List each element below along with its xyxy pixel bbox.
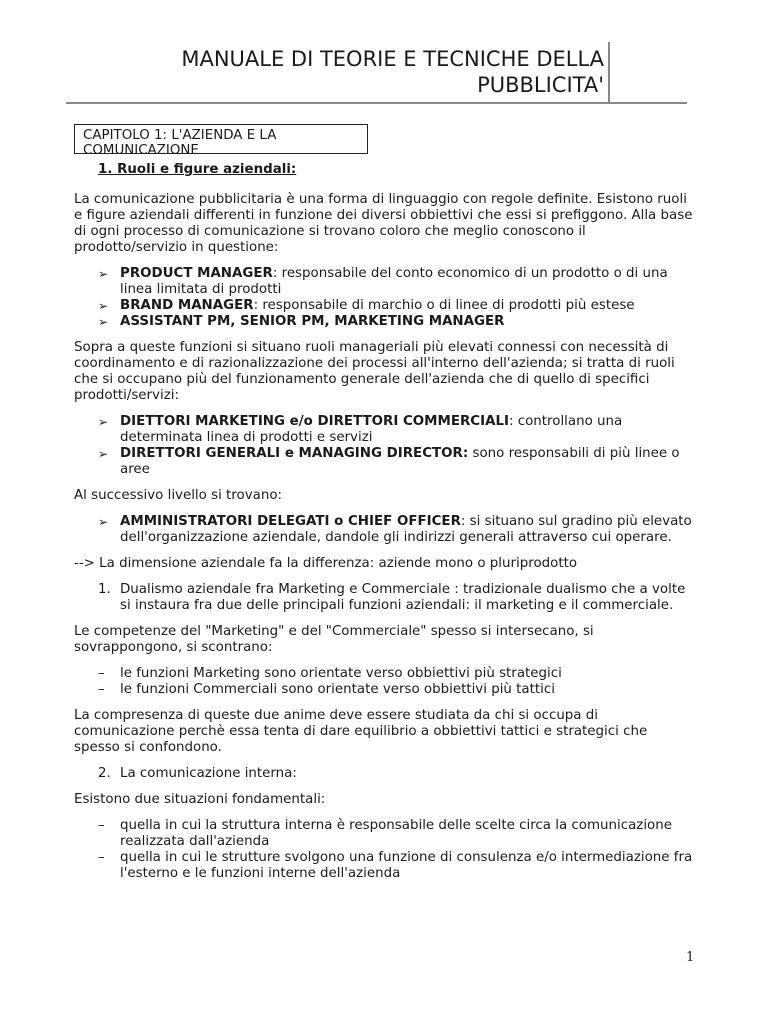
document-body	[74, 192, 694, 892]
paragraph: La comunicazione pubblicitaria è una forma di linguaggio con regole definite. Esistono ruoli e figure aziendali differenti in funzione dei diversi obbiettivi che essi si prefiggono. Alla base di ogni processo di comunicazione si trovano coloro che meglio conoscono il prodotto/servizio in questione:	[74, 192, 693, 255]
list-item: ➢ PRODUCT MANAGER: responsabile del conto economico di un prodotto o di una linea limitata di prodotti	[98, 266, 668, 297]
list-item: ➢ BRAND MANAGER: responsabile di marchio o di linee di prodotti più estese	[98, 298, 635, 313]
arrow-bullet-icon: ➢	[98, 315, 109, 329]
chapter-title: CAPITOLO 1: L'AZIENDA E LA COMUNICAZIONE	[83, 128, 277, 154]
dash-list	[74, 666, 694, 698]
paragraph: --> La dimensione aziendale fa la differenza: aziende mono o pluriprodotto	[74, 556, 578, 571]
header-divider	[66, 102, 687, 104]
numbered-list	[74, 766, 694, 782]
numbered-list	[74, 582, 694, 614]
arrow-bullet-icon: ➢	[98, 299, 109, 313]
list-item: ➢ ASSISTANT PM, SENIOR PM, MARKETING MANAGER	[98, 314, 505, 329]
bullet-list	[74, 514, 694, 546]
list-item: 1. Dualismo aziendale fra Marketing e Commerciale : tradizionale dualismo che a volte si instaura fra due delle principali funzioni aziendali: il marketing e il commerciale.	[98, 582, 686, 613]
arrow-bullet-icon: ➢	[98, 267, 109, 281]
document-title: MANUALE DI TEORIE E TECNICHE DELLA PUBBLICITA'	[181, 47, 604, 97]
list-number: 2.	[98, 766, 111, 781]
dash-bullet-icon: –	[98, 666, 105, 681]
list-item: – le funzioni Marketing sono orientate verso obbiettivi più strategici	[98, 666, 562, 681]
header-vertical-divider	[608, 42, 610, 103]
arrow-bullet-icon: ➢	[98, 447, 109, 461]
list-item: – le funzioni Commerciali sono orientate verso obbiettivi più tattici	[98, 682, 555, 697]
section-heading: 1. Ruoli e figure aziendali:	[98, 162, 297, 177]
list-item: ➢ DIETTORI MARKETING e/o DIRETTORI COMMERCIALI: controllano una determinata linea di prodotti e servizi	[98, 414, 623, 445]
paragraph: Esistono due situazioni fondamentali:	[74, 792, 326, 807]
paragraph: Al successivo livello si trovano:	[74, 488, 283, 503]
page-number: 1	[686, 950, 695, 965]
paragraph: Le competenze del "Marketing" e del "Commerciale" spesso si intersecano, si sovrappongono, si scontrano:	[74, 624, 594, 655]
arrow-bullet-icon: ➢	[98, 415, 109, 429]
arrow-bullet-icon: ➢	[98, 515, 109, 529]
list-item: ➢ AMMINISTRATORI DELEGATI o CHIEF OFFICER: si situano sul gradino più elevato dell'organizzazione aziendale, dandole gli indirizzi generali attraverso cui operare.	[98, 514, 692, 545]
list-item: – quella in cui le strutture svolgono una funzione di consulenza e/o intermediazione fra l'esterno e le funzioni interne dell'azienda	[98, 850, 693, 881]
dash-bullet-icon: –	[98, 850, 105, 865]
dash-bullet-icon: –	[98, 682, 105, 697]
chapter-title-box	[74, 124, 368, 154]
list-item: ➢ DIRETTORI GENERALI e MANAGING DIRECTOR: sono responsabili di più linee o aree	[98, 446, 680, 477]
bullet-list	[74, 266, 694, 330]
dash-bullet-icon: –	[98, 818, 105, 833]
bullet-list	[74, 414, 694, 478]
paragraph: Sopra a queste funzioni si situano ruoli manageriali più elevati connessi con necessità di coordinamento e di razionalizzazione dei processi all'interno dell'azienda; si tratta di ruoli che si occupano più del funzionamento generale dell'azienda che di quello di specifici prodotti/servizi:	[74, 340, 675, 403]
dash-list	[74, 818, 694, 882]
paragraph: La compresenza di queste due anime deve essere studiata da chi si occupa di comunicazione perchè essa tenta di dare equilibrio a obbiettivi tattici e strategici che spesso si confondono.	[74, 708, 648, 755]
list-item: 2. La comunicazione interna:	[98, 766, 297, 781]
list-number: 1.	[98, 582, 111, 597]
list-item: – quella in cui la struttura interna è responsabile delle scelte circa la comunicazione realizzata dall'azienda	[98, 818, 672, 849]
